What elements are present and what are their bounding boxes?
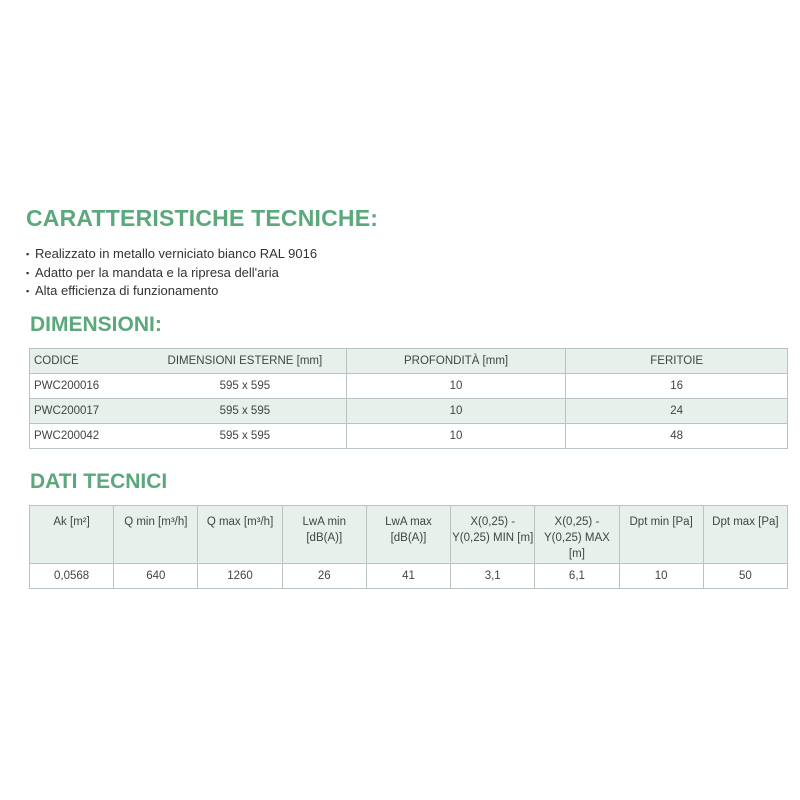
column-header-profondita: PROFONDITÀ [mm] — [346, 349, 566, 374]
column-header-feritoie: FERITOIE — [566, 349, 788, 374]
cell-lwa-max: 41 — [366, 564, 450, 589]
cell-xy-min: 3,1 — [451, 564, 535, 589]
list-item — [26, 245, 317, 264]
cell-q-max: 1260 — [198, 564, 282, 589]
table-row — [30, 424, 788, 449]
table-header-row — [30, 506, 788, 564]
list-item — [26, 282, 317, 301]
table-row — [30, 564, 788, 589]
column-header-lwa-min: LwA min [dB(A)] — [282, 506, 366, 564]
cell-xy-max: 6,1 — [535, 564, 619, 589]
column-header-xy-max: X(0,25) - Y(0,25) MAX [m] — [535, 506, 619, 564]
section-title-dimensioni: DIMENSIONI: — [30, 313, 162, 336]
list-item — [26, 264, 317, 283]
column-header-dpt-min: Dpt min [Pa] — [619, 506, 703, 564]
bullet-icon: ▪ — [26, 286, 30, 296]
features-list — [26, 245, 317, 301]
column-header-codice: CODICE — [34, 355, 79, 367]
cell-dimensioni: 595 x 595 — [219, 380, 271, 392]
column-header-combined — [30, 349, 347, 374]
technical-table — [29, 505, 788, 589]
cell-feritoie: 24 — [566, 399, 788, 424]
feature-text: Adatto per la mandata e la ripresa dell'aria — [35, 264, 279, 280]
cell-codice: PWC200016 — [34, 380, 100, 392]
section-title-caratteristiche: CARATTERISTICHE TECNICHE: — [26, 205, 379, 231]
column-header-xy-min: X(0,25) - Y(0,25) MIN [m] — [451, 506, 535, 564]
dimensions-table — [29, 348, 788, 449]
feature-text: Realizzato in metallo verniciato bianco RAL 9016 — [35, 246, 318, 261]
cell-profondita: 10 — [346, 424, 566, 449]
cell-codice: PWC200017 — [34, 405, 100, 417]
cell-codice: PWC200042 — [34, 430, 100, 442]
cell-feritoie: 16 — [566, 374, 788, 399]
table-row — [30, 374, 788, 399]
table-header-row — [30, 349, 788, 374]
column-header-q-max: Q max [m³/h] — [198, 506, 282, 564]
table-row — [30, 399, 788, 424]
cell-dpt-min: 10 — [619, 564, 703, 589]
cell-ak: 0,0568 — [30, 564, 114, 589]
column-header-ak: Ak [m²] — [30, 506, 114, 564]
bullet-icon: ▪ — [26, 249, 30, 259]
column-header-lwa-max: LwA max [dB(A)] — [366, 506, 450, 564]
feature-text: Alta efficienza di funzionamento — [35, 283, 219, 298]
column-header-dimensioni: DIMENSIONI ESTERNE [mm] — [167, 355, 323, 367]
column-header-q-min: Q min [m³/h] — [114, 506, 198, 564]
column-header-dpt-max: Dpt max [Pa] — [703, 506, 787, 564]
cell-feritoie: 48 — [566, 424, 788, 449]
cell-dimensioni: 595 x 595 — [219, 430, 271, 442]
cell-dpt-max: 50 — [703, 564, 787, 589]
cell-dimensioni: 595 x 595 — [219, 405, 271, 417]
cell-lwa-min: 26 — [282, 564, 366, 589]
cell-profondita: 10 — [346, 374, 566, 399]
cell-profondita: 10 — [346, 399, 566, 424]
cell-q-min: 640 — [114, 564, 198, 589]
section-title-dati-tecnici: DATI TECNICI — [30, 470, 168, 493]
bullet-icon: ▪ — [26, 267, 30, 278]
